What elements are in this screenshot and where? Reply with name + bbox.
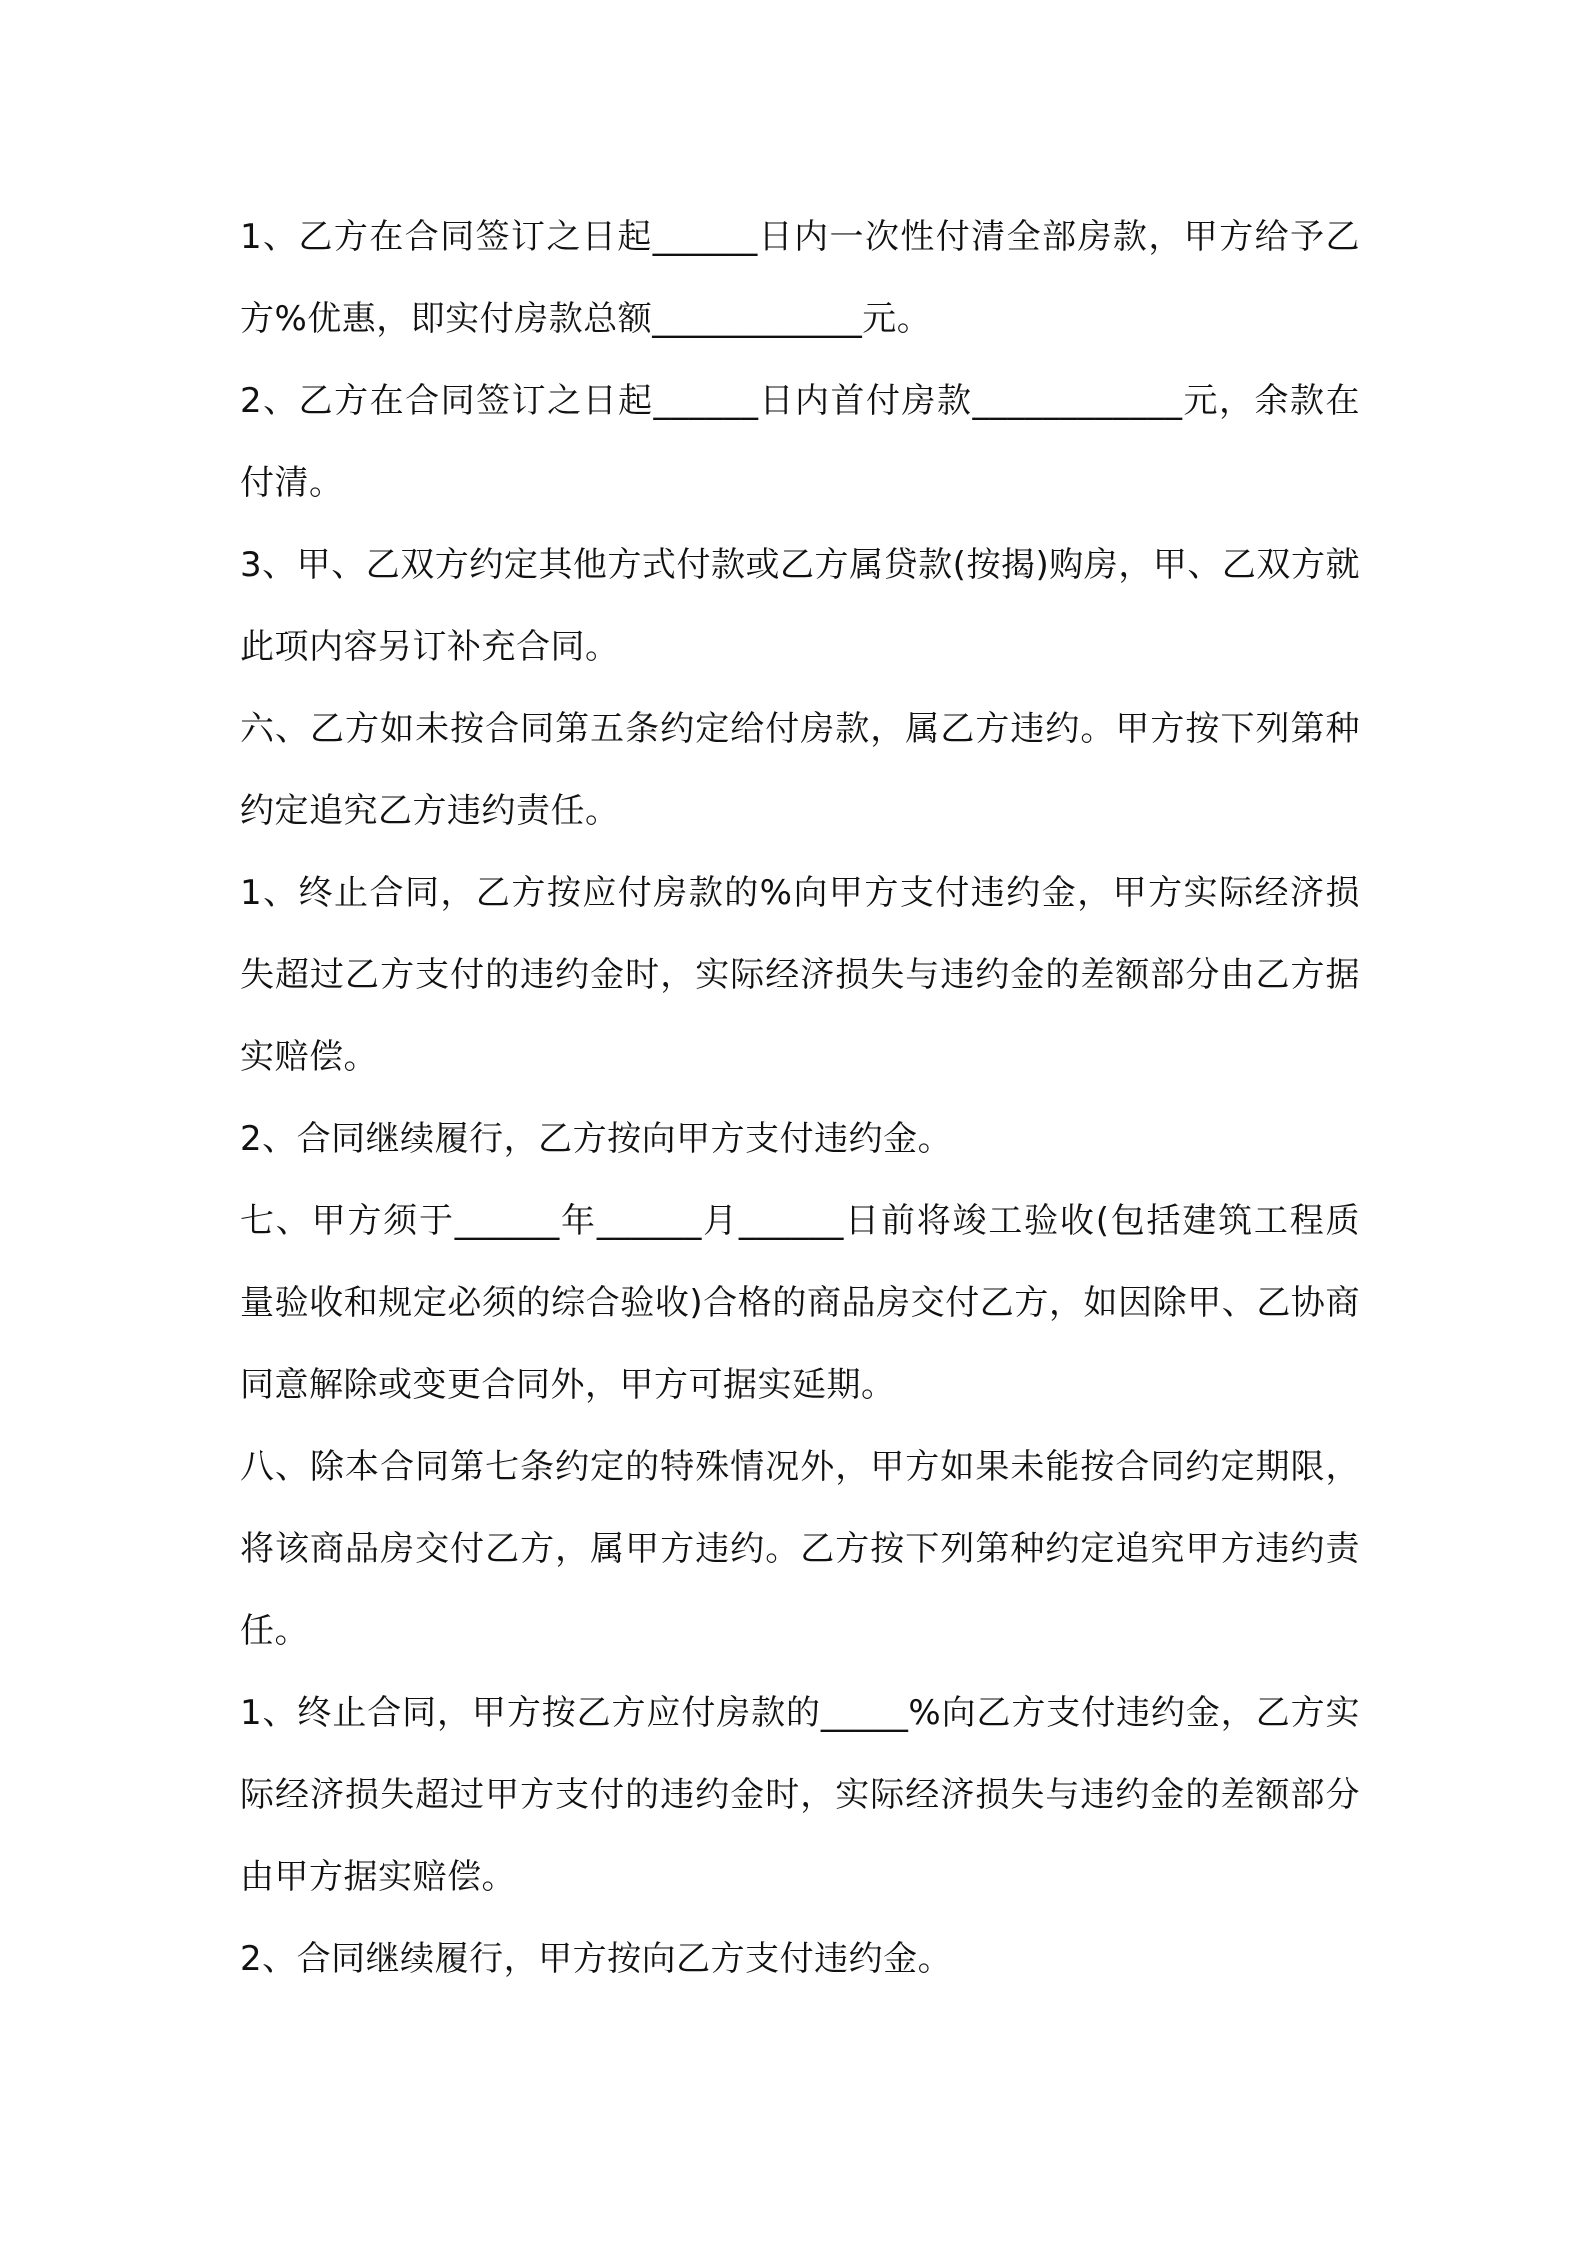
clause-5-2-paragraph: 2、乙方在合同签订之日起______日内首付房款____________元，余款在付清。 [240,381,1360,503]
clause-5-3-paragraph: 3、甲、乙双方约定其他方式付款或乙方属贷款(按揭)购房，甲、乙双方就此项内容另订补充合同。 [240,545,1360,667]
clause-8-paragraph: 八、除本合同第七条约定的特殊情况外，甲方如果未能按合同约定期限，将该商品房交付乙方，属甲方违约。乙方按下列第种约定追究甲方违约责任。 [240,1447,1360,1651]
clause-5-1-paragraph: 1、乙方在合同签订之日起______日内一次性付清全部房款，甲方给予乙方%优惠，即实付房款总额____________元。 [240,217,1360,339]
clause-8-2-paragraph: 2、合同继续履行，甲方按向乙方支付违约金。 [240,1939,953,1979]
clause-7-paragraph: 七、甲方须于______年______月______日前将竣工验收(包括建筑工程质量验收和规定必须的综合验收)合格的商品房交付乙方，如因除甲、乙协商同意解除或变更合同外，甲方可据实延期。 [240,1201,1360,1405]
clause-8-1-paragraph: 1、终止合同，甲方按乙方应付房款的_____%向乙方支付违约金，乙方实际经济损失超过甲方支付的违约金时，实际经济损失与违约金的差额部分由甲方据实赔偿。 [240,1693,1360,1897]
document-body [240,196,1360,2000]
clause-6-paragraph: 六、乙方如未按合同第五条约定给付房款，属乙方违约。甲方按下列第种约定追究乙方违约责任。 [240,709,1360,831]
clause-6-2-paragraph: 2、合同继续履行，乙方按向甲方支付违约金。 [240,1119,953,1159]
clause-6-1-paragraph: 1、终止合同，乙方按应付房款的%向甲方支付违约金，甲方实际经济损失超过乙方支付的违约金时，实际经济损失与违约金的差额部分由乙方据实赔偿。 [240,873,1360,1077]
